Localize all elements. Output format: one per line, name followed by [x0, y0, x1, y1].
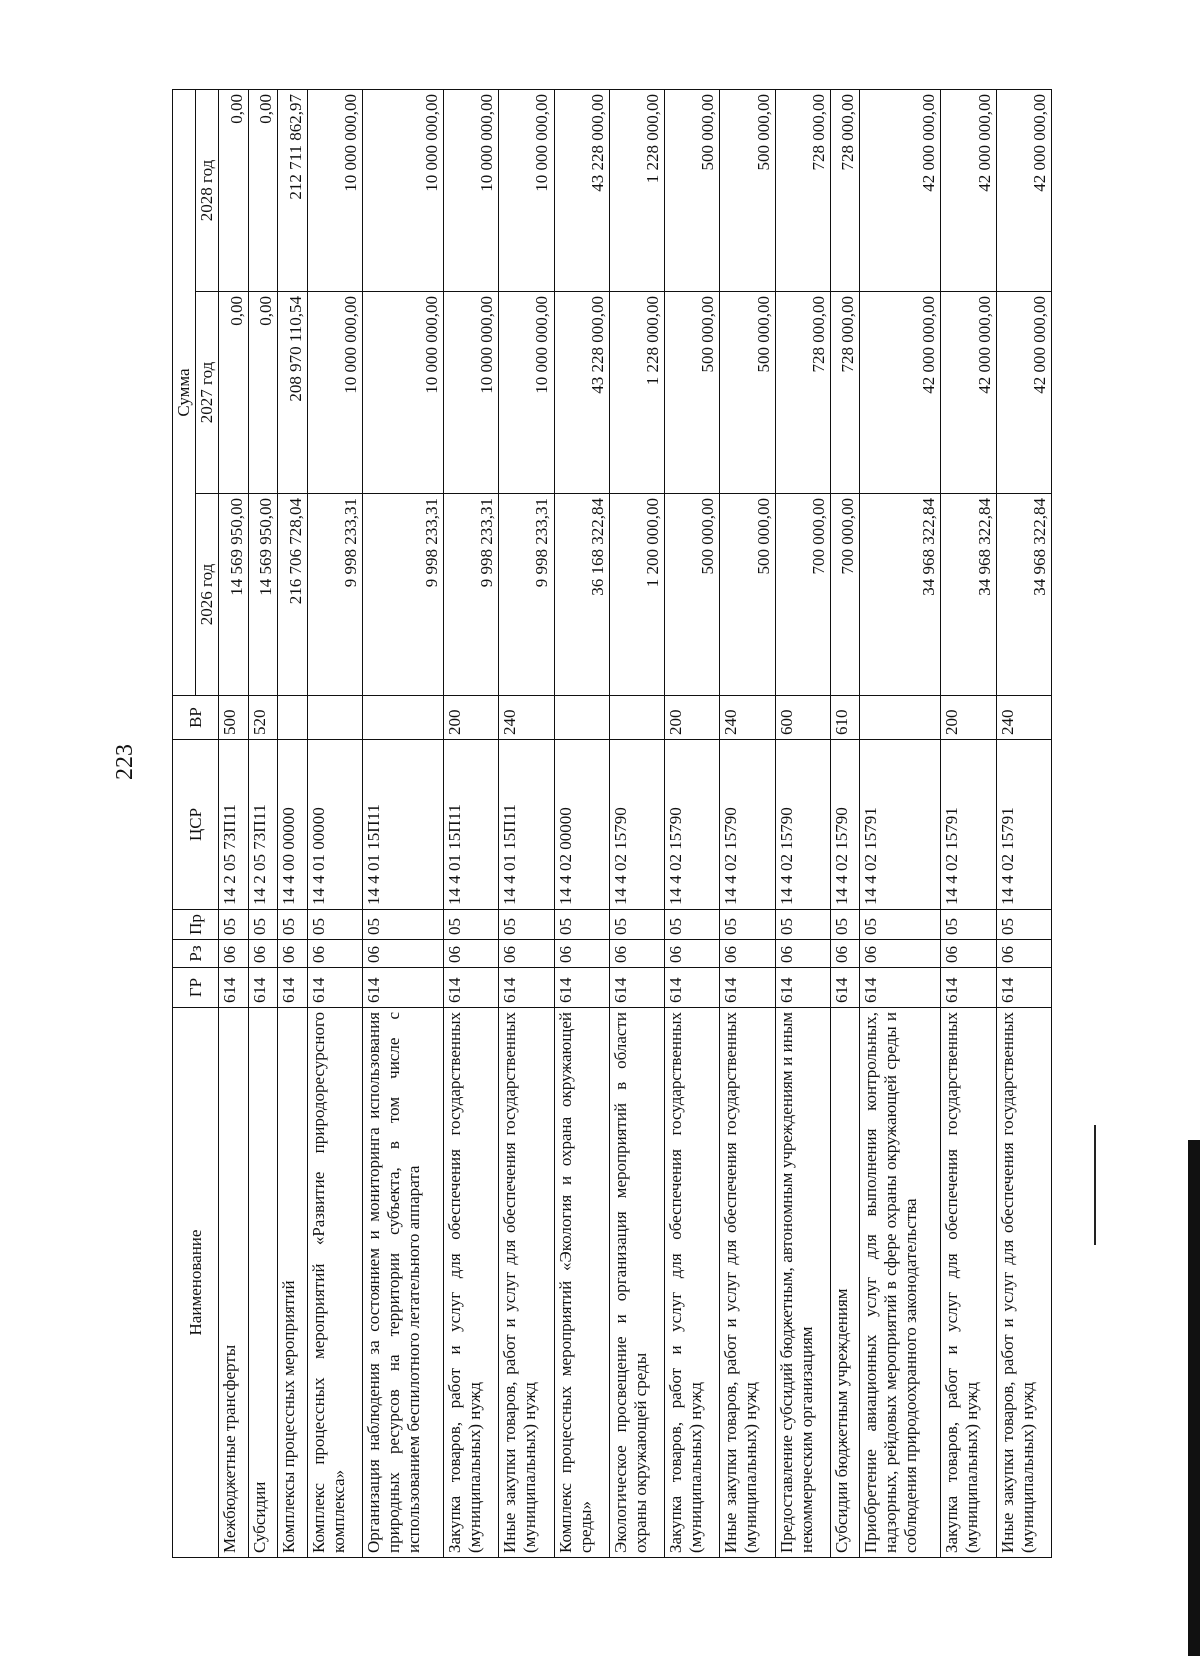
cell-gr: 614 — [363, 968, 444, 1008]
cell-rz: 06 — [720, 940, 775, 968]
cell-pr: 05 — [860, 910, 941, 940]
cell-vr: 610 — [830, 696, 860, 740]
cell-2026: 14 569 950,00 — [248, 494, 278, 696]
cell-2028: 728 000,00 — [775, 90, 830, 292]
cell-rz: 06 — [248, 940, 278, 968]
table-row — [720, 90, 775, 1558]
cell-csr: 14 4 02 15791 — [996, 740, 1051, 910]
cell-csr: 14 4 00 00000 — [278, 740, 308, 910]
cell-csr: 14 4 01 15П11 — [363, 740, 444, 910]
cell-csr: 14 4 02 15790 — [609, 740, 664, 910]
header-2026: 2026 год — [196, 494, 219, 696]
cell-rz: 06 — [775, 940, 830, 968]
cell-2028: 10 000 000,00 — [307, 90, 362, 292]
cell-2026: 34 968 322,84 — [941, 494, 996, 696]
cell-2027: 10 000 000,00 — [307, 292, 362, 494]
cell-name: Закупка товаров, работ и услуг для обеспечения государственных (муниципальных) нужд — [443, 1008, 498, 1558]
cell-2027: 10 000 000,00 — [443, 292, 498, 494]
table-row — [499, 90, 554, 1558]
cell-vr — [278, 696, 308, 740]
cell-2028: 10 000 000,00 — [363, 90, 444, 292]
cell-vr: 520 — [248, 696, 278, 740]
cell-2026: 700 000,00 — [775, 494, 830, 696]
header-vr: ВР — [173, 696, 219, 740]
table-row — [278, 90, 308, 1558]
cell-name: Субсидии бюджетным учреждениям — [830, 1008, 860, 1558]
cell-2026: 9 998 233,31 — [443, 494, 498, 696]
cell-pr: 05 — [996, 910, 1051, 940]
header-csr: ЦСР — [173, 740, 219, 910]
cell-vr — [363, 696, 444, 740]
cell-gr: 614 — [499, 968, 554, 1008]
cell-vr: 240 — [720, 696, 775, 740]
table-row — [363, 90, 444, 1558]
cell-csr: 14 4 02 15790 — [720, 740, 775, 910]
cell-vr: 200 — [665, 696, 720, 740]
cell-gr: 614 — [554, 968, 609, 1008]
cell-2027: 43 228 000,00 — [554, 292, 609, 494]
cell-csr: 14 4 01 00000 — [307, 740, 362, 910]
cell-2028: 0,00 — [248, 90, 278, 292]
budget-table — [172, 89, 1052, 1558]
table-row — [554, 90, 609, 1558]
cell-gr: 614 — [665, 968, 720, 1008]
cell-name: Организация наблюдения за состоянием и мониторинга использования природных ресурсов на территории субъекта, в том числе с использованием беспилотного летательного аппарата — [363, 1008, 444, 1558]
cell-2027: 208 970 110,54 — [278, 292, 308, 494]
budget-table-container — [172, 90, 1052, 1558]
cell-2027: 42 000 000,00 — [941, 292, 996, 494]
cell-name: Комплексы процессных мероприятий — [278, 1008, 308, 1558]
cell-2026: 700 000,00 — [830, 494, 860, 696]
cell-rz: 06 — [941, 940, 996, 968]
cell-name: Приобретение авиационных услуг для выполнения контрольных, надзорных, рейдовых мероприятий в сфере охраны окружающей среды и соблюдения природоохранного законодательства — [860, 1008, 941, 1558]
cell-name: Иные закупки товаров, работ и услуг для обеспечения государственных (муниципальных) нужд — [720, 1008, 775, 1558]
cell-pr: 05 — [941, 910, 996, 940]
cell-pr: 05 — [499, 910, 554, 940]
cell-pr: 05 — [720, 910, 775, 940]
cell-2026: 14 569 950,00 — [219, 494, 249, 696]
cell-pr: 05 — [307, 910, 362, 940]
cell-name: Субсидии — [248, 1008, 278, 1558]
cell-2028: 500 000,00 — [720, 90, 775, 292]
cell-name: Экологическое просвещение и организация мероприятий в области охраны окружающей среды — [609, 1008, 664, 1558]
cell-2026: 36 168 322,84 — [554, 494, 609, 696]
cell-pr: 05 — [830, 910, 860, 940]
header-sum: Сумма — [173, 90, 196, 696]
cell-gr: 614 — [996, 968, 1051, 1008]
cell-rz: 06 — [609, 940, 664, 968]
cell-vr — [609, 696, 664, 740]
table-row — [860, 90, 941, 1558]
cell-gr: 614 — [720, 968, 775, 1008]
cell-csr: 14 2 05 73П11 — [248, 740, 278, 910]
cell-csr: 14 4 02 15791 — [860, 740, 941, 910]
cell-2026: 34 968 322,84 — [860, 494, 941, 696]
cell-csr: 14 2 05 73П11 — [219, 740, 249, 910]
cell-name: Иные закупки товаров, работ и услуг для обеспечения государственных (муниципальных) нужд — [996, 1008, 1051, 1558]
cell-gr: 614 — [307, 968, 362, 1008]
cell-2026: 9 998 233,31 — [363, 494, 444, 696]
cell-csr: 14 4 01 15П11 — [443, 740, 498, 910]
cell-2026: 1 200 000,00 — [609, 494, 664, 696]
cell-gr: 614 — [278, 968, 308, 1008]
cell-2027: 10 000 000,00 — [363, 292, 444, 494]
cell-vr — [307, 696, 362, 740]
cell-2028: 43 228 000,00 — [554, 90, 609, 292]
cell-2027: 728 000,00 — [775, 292, 830, 494]
cell-pr: 05 — [219, 910, 249, 940]
scan-edge-bar — [1188, 1140, 1200, 1656]
cell-name: Иные закупки товаров, работ и услуг для обеспечения государственных (муниципальных) нужд — [499, 1008, 554, 1558]
cell-vr: 200 — [941, 696, 996, 740]
cell-rz: 06 — [278, 940, 308, 968]
cell-gr: 614 — [775, 968, 830, 1008]
cell-pr: 05 — [278, 910, 308, 940]
cell-pr: 05 — [248, 910, 278, 940]
header-gr: ГР — [173, 968, 219, 1008]
cell-name: Комплекс процессных мероприятий «Экология и охрана окружающей среды» — [554, 1008, 609, 1558]
cell-2028: 10 000 000,00 — [443, 90, 498, 292]
cell-gr: 614 — [609, 968, 664, 1008]
header-2028: 2028 год — [196, 90, 219, 292]
cell-2028: 1 228 000,00 — [609, 90, 664, 292]
cell-rz: 06 — [443, 940, 498, 968]
cell-pr: 05 — [554, 910, 609, 940]
cell-2027: 1 228 000,00 — [609, 292, 664, 494]
cell-2026: 34 968 322,84 — [996, 494, 1051, 696]
cell-csr: 14 4 01 15П11 — [499, 740, 554, 910]
header-rz: Рз — [173, 940, 219, 968]
cell-2027: 500 000,00 — [720, 292, 775, 494]
cell-2026: 9 998 233,31 — [307, 494, 362, 696]
cell-2027: 728 000,00 — [830, 292, 860, 494]
cell-vr: 240 — [996, 696, 1051, 740]
cell-rz: 06 — [219, 940, 249, 968]
cell-name: Межбюджетные трансферты — [219, 1008, 249, 1558]
cell-gr: 614 — [860, 968, 941, 1008]
cell-vr: 500 — [219, 696, 249, 740]
table-row — [609, 90, 664, 1558]
table-row — [665, 90, 720, 1558]
header-pr: Пр — [173, 910, 219, 940]
table-row — [996, 90, 1051, 1558]
cell-rz: 06 — [996, 940, 1051, 968]
cell-2026: 216 706 728,04 — [278, 494, 308, 696]
cell-gr: 614 — [443, 968, 498, 1008]
cell-pr: 05 — [609, 910, 664, 940]
header-row — [173, 90, 196, 1558]
cell-rz: 06 — [830, 940, 860, 968]
cell-name: Предоставление субсидий бюджетным, автономным учреждениям и иным некоммерческим организациям — [775, 1008, 830, 1558]
header-2027: 2027 год — [196, 292, 219, 494]
cell-2027: 42 000 000,00 — [860, 292, 941, 494]
cell-name: Закупка товаров, работ и услуг для обеспечения государственных (муниципальных) нужд — [665, 1008, 720, 1558]
table-row — [443, 90, 498, 1558]
cell-2028: 10 000 000,00 — [499, 90, 554, 292]
cell-rz: 06 — [554, 940, 609, 968]
table-row — [248, 90, 278, 1558]
cell-2026: 500 000,00 — [720, 494, 775, 696]
cell-2027: 0,00 — [248, 292, 278, 494]
cell-csr: 14 4 02 15790 — [665, 740, 720, 910]
header-name: Наименование — [173, 1008, 219, 1558]
cell-rz: 06 — [363, 940, 444, 968]
cell-rz: 06 — [860, 940, 941, 968]
cell-2028: 500 000,00 — [665, 90, 720, 292]
table-row — [775, 90, 830, 1558]
cell-gr: 614 — [941, 968, 996, 1008]
cell-csr: 14 4 02 15791 — [941, 740, 996, 910]
table-row — [830, 90, 860, 1558]
cell-csr: 14 4 02 15790 — [830, 740, 860, 910]
cell-vr — [860, 696, 941, 740]
cell-name: Комплекс процессных мероприятий «Развитие природоресурсного комплекса» — [307, 1008, 362, 1558]
cell-2028: 0,00 — [219, 90, 249, 292]
cell-vr: 600 — [775, 696, 830, 740]
cell-pr: 05 — [363, 910, 444, 940]
cell-csr: 14 4 02 15790 — [775, 740, 830, 910]
cell-2027: 500 000,00 — [665, 292, 720, 494]
cell-rz: 06 — [499, 940, 554, 968]
cell-pr: 05 — [775, 910, 830, 940]
cell-2027: 10 000 000,00 — [499, 292, 554, 494]
cell-2028: 42 000 000,00 — [996, 90, 1051, 292]
cell-2028: 42 000 000,00 — [941, 90, 996, 292]
cell-gr: 614 — [830, 968, 860, 1008]
cell-vr — [554, 696, 609, 740]
cell-vr: 240 — [499, 696, 554, 740]
cell-2026: 9 998 233,31 — [499, 494, 554, 696]
table-row — [941, 90, 996, 1558]
cell-pr: 05 — [443, 910, 498, 940]
cell-pr: 05 — [665, 910, 720, 940]
cell-rz: 06 — [307, 940, 362, 968]
cell-2028: 42 000 000,00 — [860, 90, 941, 292]
cell-vr: 200 — [443, 696, 498, 740]
margin-rule — [1094, 1125, 1096, 1245]
cell-gr: 614 — [219, 968, 249, 1008]
cell-2026: 500 000,00 — [665, 494, 720, 696]
cell-2028: 212 711 862,97 — [278, 90, 308, 292]
table-row — [219, 90, 249, 1558]
cell-2027: 42 000 000,00 — [996, 292, 1051, 494]
cell-name: Закупка товаров, работ и услуг для обеспечения государственных (муниципальных) нужд — [941, 1008, 996, 1558]
cell-gr: 614 — [248, 968, 278, 1008]
cell-csr: 14 4 02 00000 — [554, 740, 609, 910]
cell-2027: 0,00 — [219, 292, 249, 494]
table-body — [219, 90, 1052, 1558]
page-number: 223 — [112, 744, 138, 780]
table-row — [307, 90, 362, 1558]
cell-2028: 728 000,00 — [830, 90, 860, 292]
cell-rz: 06 — [665, 940, 720, 968]
